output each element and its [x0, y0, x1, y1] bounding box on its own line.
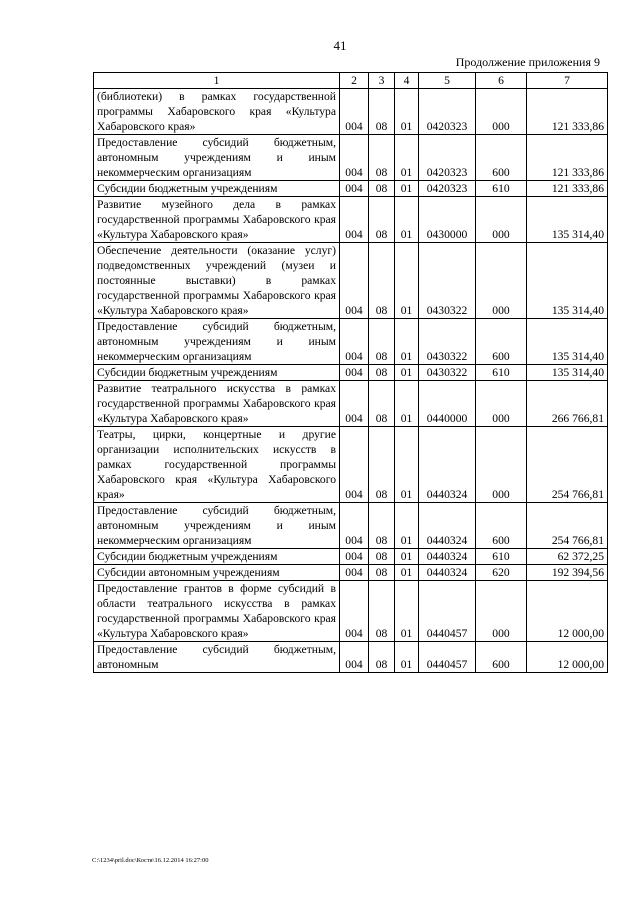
table-row: [94, 89, 608, 135]
table-row: [94, 319, 608, 365]
target-item-code: 0440324: [419, 565, 476, 581]
expense-type-code: 000: [476, 89, 527, 135]
table-row: [94, 381, 608, 427]
subsection-code: 01: [395, 365, 419, 381]
ministry-code: 004: [340, 135, 369, 181]
target-item-code: 0440457: [419, 581, 476, 642]
amount: 121 333,86: [527, 181, 608, 197]
table-row: [94, 503, 608, 549]
ministry-code: 004: [340, 503, 369, 549]
amount: 192 394,56: [527, 565, 608, 581]
amount: 121 333,86: [527, 135, 608, 181]
target-item-code: 0440324: [419, 503, 476, 549]
expense-type-code: 600: [476, 319, 527, 365]
target-item-code: 0430000: [419, 197, 476, 243]
target-item-code: 0440000: [419, 381, 476, 427]
section-code: 08: [369, 581, 395, 642]
item-name: Предоставление субсидий бюджетным, автономным учреждениям и иным некоммерческим организациям: [94, 135, 340, 181]
amount: 62 372,25: [527, 549, 608, 565]
item-name: Субсидии бюджетным учреждениям: [94, 549, 340, 565]
expense-type-code: 000: [476, 427, 527, 503]
ministry-code: 004: [340, 381, 369, 427]
ministry-code: 004: [340, 197, 369, 243]
section-code: 08: [369, 549, 395, 565]
table-row: [94, 181, 608, 197]
section-code: 08: [369, 181, 395, 197]
amount: 121 333,86: [527, 89, 608, 135]
item-name: Предоставление субсидий бюджетным, автономным учреждениям и иным некоммерческим организациям: [94, 503, 340, 549]
subsection-code: 01: [395, 197, 419, 243]
subsection-code: 01: [395, 135, 419, 181]
ministry-code: 004: [340, 365, 369, 381]
subsection-code: 01: [395, 89, 419, 135]
continuation-label: Продолжение приложения 9: [455, 55, 600, 69]
table-row: [94, 565, 608, 581]
expense-type-code: 000: [476, 197, 527, 243]
subsection-code: 01: [395, 381, 419, 427]
ministry-code: 004: [340, 181, 369, 197]
item-name: Предоставление субсидий бюджетным, автономным: [94, 642, 340, 673]
expense-type-code: 600: [476, 503, 527, 549]
expense-type-code: 610: [476, 181, 527, 197]
table-row: [94, 549, 608, 565]
subsection-code: 01: [395, 581, 419, 642]
section-code: 08: [369, 197, 395, 243]
ministry-code: 004: [340, 427, 369, 503]
section-code: 08: [369, 243, 395, 319]
target-item-code: 0420323: [419, 135, 476, 181]
header-cell: 2: [340, 73, 369, 89]
subsection-code: 01: [395, 319, 419, 365]
section-code: 08: [369, 427, 395, 503]
item-name: (библиотеки) в рамках государственной программы Хабаровского края «Культура Хабаровского края»: [94, 89, 340, 135]
header-row: [94, 73, 608, 89]
ministry-code: 004: [340, 549, 369, 565]
item-name: Обеспечение деятельности (оказание услуг) подведомственных учреждений (музеи и постоянные выставки) в рамках государственной программы Хабаровского края «Культура Хабаровского края»: [94, 243, 340, 319]
item-name: Развитие театрального искусства в рамках государственной программы Хабаровского края «Культура Хабаровского края»: [94, 381, 340, 427]
amount: 12 000,00: [527, 642, 608, 673]
expense-type-code: 000: [476, 581, 527, 642]
ministry-code: 004: [340, 565, 369, 581]
amount: 135 314,40: [527, 243, 608, 319]
expense-type-code: 610: [476, 365, 527, 381]
table-row: [94, 427, 608, 503]
amount: 135 314,40: [527, 197, 608, 243]
item-name: Предоставление субсидий бюджетным, автономным учреждениям и иным некоммерческим организациям: [94, 319, 340, 365]
table-row: [94, 642, 608, 673]
section-code: 08: [369, 565, 395, 581]
file-path-footer: C:\1234\pril.doc\Костя\16.12.2014 16:27:00: [92, 857, 209, 864]
subsection-code: 01: [395, 503, 419, 549]
item-name: Театры, цирки, концертные и другие организации исполнительских искусств в рамках государственной программы Хабаровского края «Культура Хабаровского края»: [94, 427, 340, 503]
expense-type-code: 000: [476, 381, 527, 427]
section-code: 08: [369, 319, 395, 365]
target-item-code: 0440457: [419, 642, 476, 673]
target-item-code: 0430322: [419, 243, 476, 319]
section-code: 08: [369, 642, 395, 673]
amount: 266 766,81: [527, 381, 608, 427]
table-row: [94, 581, 608, 642]
item-name: Субсидии бюджетным учреждениям: [94, 365, 340, 381]
table-row: [94, 135, 608, 181]
target-item-code: 0420323: [419, 89, 476, 135]
table-row: [94, 365, 608, 381]
ministry-code: 004: [340, 581, 369, 642]
subsection-code: 01: [395, 642, 419, 673]
item-name: Субсидии бюджетным учреждениям: [94, 181, 340, 197]
target-item-code: 0430322: [419, 319, 476, 365]
header-cell: 6: [476, 73, 527, 89]
item-name: Развитие музейного дела в рамках государственной программы Хабаровского края «Культура Хабаровского края»: [94, 197, 340, 243]
ministry-code: 004: [340, 642, 369, 673]
subsection-code: 01: [395, 549, 419, 565]
section-code: 08: [369, 365, 395, 381]
target-item-code: 0420323: [419, 181, 476, 197]
table-row: [94, 243, 608, 319]
header-cell: 3: [369, 73, 395, 89]
ministry-code: 004: [340, 243, 369, 319]
amount: 135 314,40: [527, 319, 608, 365]
ministry-code: 004: [340, 319, 369, 365]
budget-table: [93, 72, 608, 673]
subsection-code: 01: [395, 427, 419, 503]
item-name: Предоставление грантов в форме субсидий в области театрального искусства в рамках государственной программы Хабаровского края «Культура Хабаровского края»: [94, 581, 340, 642]
expense-type-code: 000: [476, 243, 527, 319]
subsection-code: 01: [395, 565, 419, 581]
amount: 254 766,81: [527, 427, 608, 503]
section-code: 08: [369, 135, 395, 181]
page-number: 41: [333, 38, 347, 53]
expense-type-code: 610: [476, 549, 527, 565]
amount: 12 000,00: [527, 581, 608, 642]
target-item-code: 0440324: [419, 549, 476, 565]
subsection-code: 01: [395, 243, 419, 319]
amount: 135 314,40: [527, 365, 608, 381]
expense-type-code: 600: [476, 642, 527, 673]
target-item-code: 0430322: [419, 365, 476, 381]
section-code: 08: [369, 381, 395, 427]
header-cell: 7: [527, 73, 608, 89]
header-cell: 4: [395, 73, 419, 89]
subsection-code: 01: [395, 181, 419, 197]
expense-type-code: 620: [476, 565, 527, 581]
amount: 254 766,81: [527, 503, 608, 549]
header-cell: 5: [419, 73, 476, 89]
expense-type-code: 600: [476, 135, 527, 181]
item-name: Субсидии автономным учреждениям: [94, 565, 340, 581]
header-cell: 1: [94, 73, 340, 89]
ministry-code: 004: [340, 89, 369, 135]
section-code: 08: [369, 503, 395, 549]
section-code: 08: [369, 89, 395, 135]
target-item-code: 0440324: [419, 427, 476, 503]
table-row: [94, 197, 608, 243]
